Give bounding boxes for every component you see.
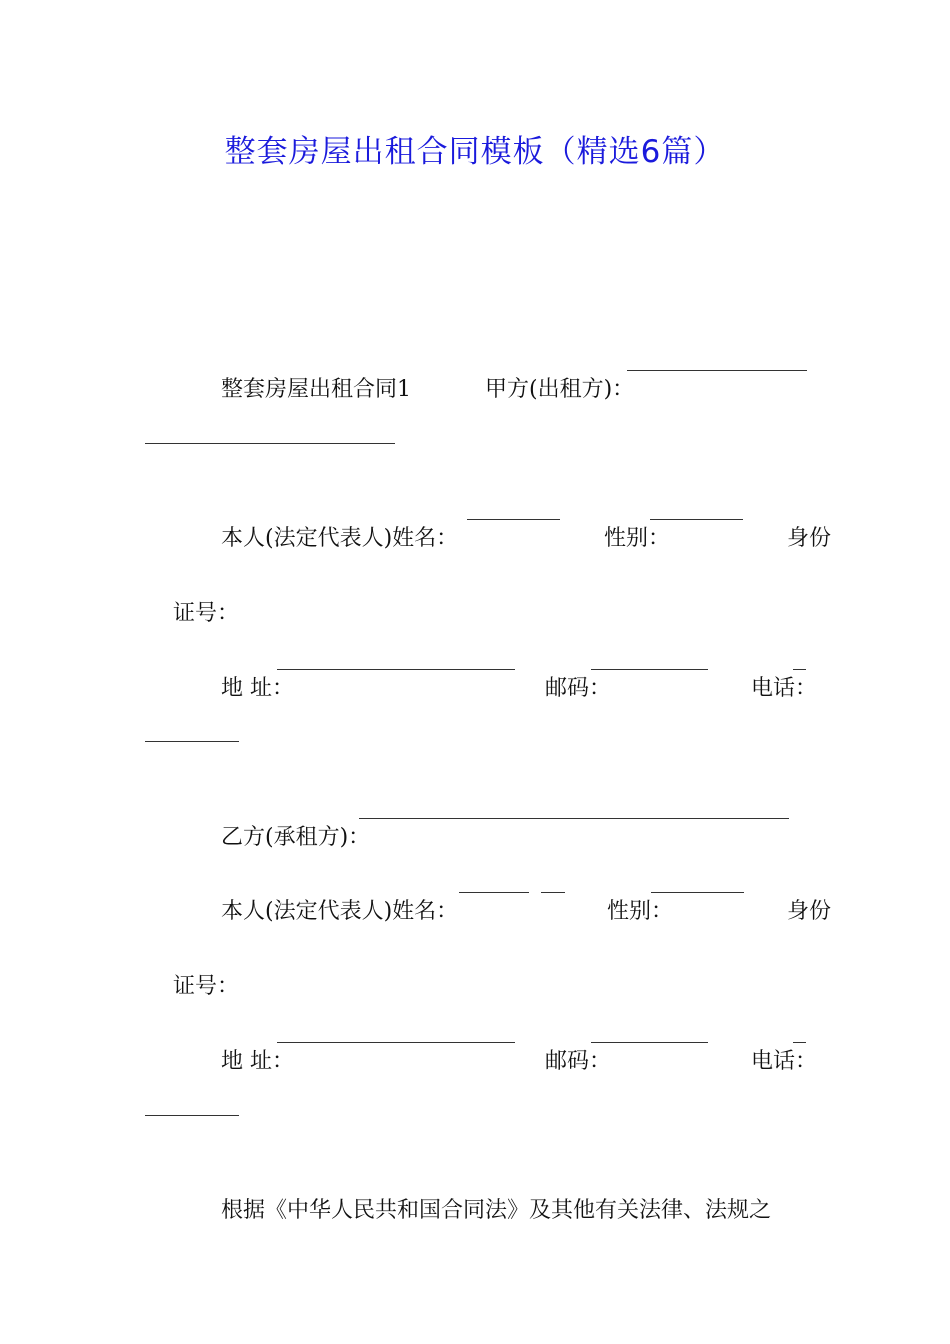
party-b-person-blank [459,892,529,893]
party-a-address [193,644,294,734]
party-b-name-blank [359,818,789,819]
party-a-name-blank-cont [145,443,395,444]
party-a-name-label: 本人(法定代表人)姓名： [220,526,459,551]
party-a-postcode-label: 邮码： [544,676,611,701]
party-b-person-blank-2 [541,892,565,893]
heading-line [193,345,411,435]
party-b-phone-blank [793,1042,806,1043]
party-a-id-label-part2: 证号： [172,601,239,626]
document-title: 整套房屋出租合同模板（精选6篇） [224,134,726,170]
party-a-id-part1 [759,494,831,584]
party-a-gender-blank [650,519,743,520]
contract-heading: 整套房屋出租合同1 [220,377,411,402]
party-a-phone-label: 电话： [750,676,817,701]
party-a-phone [723,644,817,734]
party-a-phone-blank [793,669,806,670]
basis-paragraph [193,1166,771,1256]
party-b-postcode [517,1017,611,1107]
party-b-name-label: 本人(法定代表人)姓名： [220,899,459,924]
party-a-gender-label: 性别： [603,526,670,551]
party-a-phone-blank-cont [145,741,239,742]
party-b-address-blank [277,1042,515,1043]
party-a-address-label: 地 址： [220,676,294,701]
party-b-phone-blank-cont [145,1115,239,1116]
party-b-id-part1 [759,867,831,957]
party-a-line [457,345,634,435]
party-b-phone-label: 电话： [750,1049,817,1074]
party-b-gender [579,867,673,957]
party-a-gender [576,494,670,584]
party-b-postcode-label: 邮码： [544,1049,611,1074]
party-a-postcode-blank [591,669,708,670]
party-a-address-blank [277,669,515,670]
party-b-gender-blank [651,892,744,893]
party-b-postcode-blank [591,1042,708,1043]
party-a-label: 甲方(出租方)： [484,377,635,402]
basis-text: 根据《中华人民共和国合同法》及其他有关法律、法规之 [220,1198,771,1223]
party-b-address-label: 地 址： [220,1049,294,1074]
party-a-id-label-part1: 身份 [786,526,831,551]
party-a-postcode [517,644,611,734]
party-b-id-label-part1: 身份 [786,899,831,924]
party-a-name-blank [627,370,807,371]
party-b-address [193,1017,294,1107]
party-b-gender-label: 性别： [606,899,673,924]
party-a-person-blank [467,519,560,520]
party-b-label: 乙方(承租方)： [220,825,371,850]
party-b-phone [723,1017,817,1107]
party-b-id-label-part2: 证号： [172,974,239,999]
